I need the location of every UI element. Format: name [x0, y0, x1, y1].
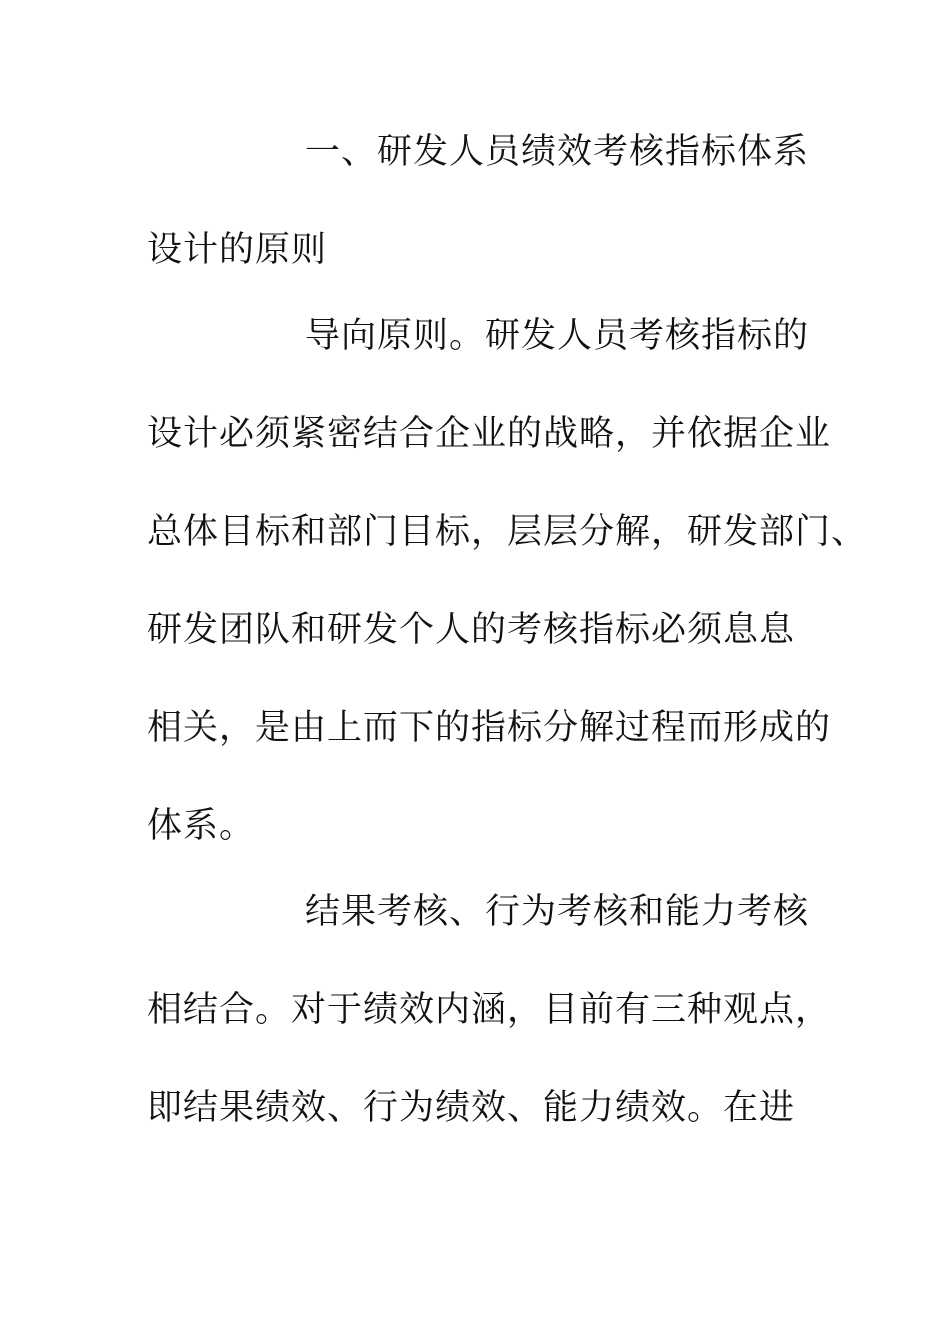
paragraph-line: 导向原则。研发人员考核指标的	[305, 316, 810, 356]
section-heading-line-1: 一、研发人员绩效考核指标体系	[305, 132, 810, 172]
section-heading-line-2: 设计的原则	[147, 230, 328, 270]
paragraph-line: 体系。	[147, 806, 256, 846]
paragraph-line: 相关，是由上而下的指标分解过程而形成的	[147, 708, 832, 748]
paragraph-line: 总体目标和部门目标，层层分解，研发部门、	[147, 512, 868, 552]
paragraph-line: 设计必须紧密结合企业的战略，并依据企业	[147, 414, 832, 454]
paragraph-line: 相结合。对于绩效内涵，目前有三种观点，	[147, 990, 832, 1030]
paragraph-line: 即结果绩效、行为绩效、能力绩效。在进	[147, 1088, 796, 1128]
paragraph-line: 结果考核、行为考核和能力考核	[305, 892, 810, 932]
paragraph-line: 研发团队和研发个人的考核指标必须息息	[147, 610, 796, 650]
